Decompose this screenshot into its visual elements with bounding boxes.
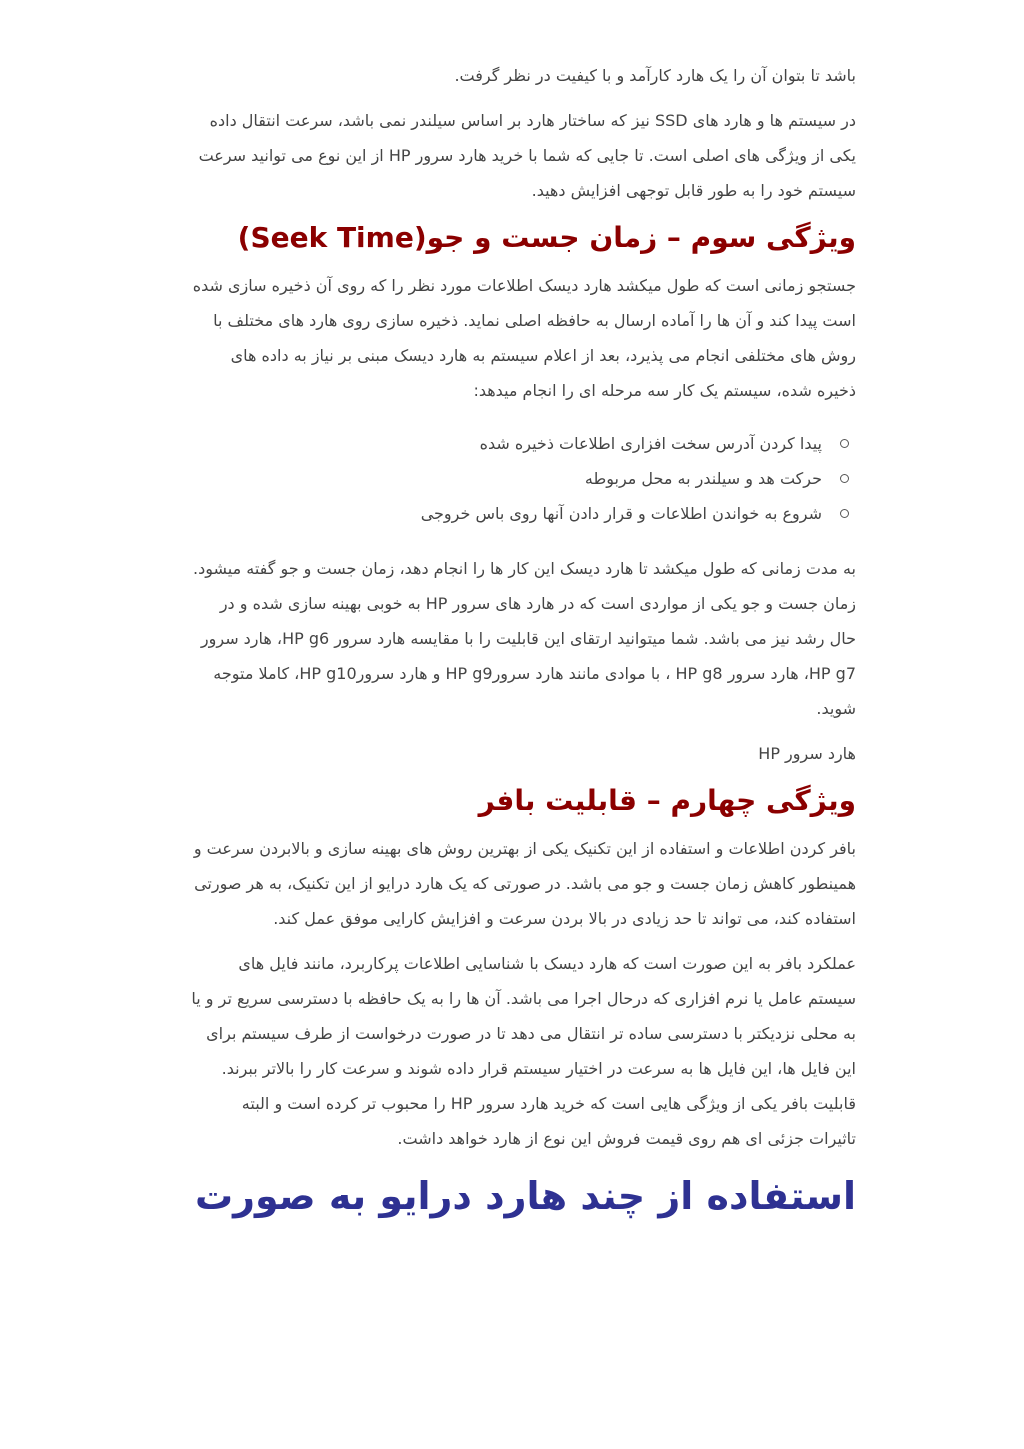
- circle-bullet-icon: [840, 474, 849, 483]
- list-item: [190, 426, 822, 461]
- list-item: [190, 461, 822, 496]
- heading-raid: استفاده از چند هارد درایو به صورت: [195, 1174, 856, 1218]
- intro-paragraph-2: در سیستم ها و هارد های SSD نیز که ساختار هارد بر اساس سیلندر نمی باشد، سرعت انتقال داده یکی از ویژگی های اصلی است. تا جایی که شما با خرید هارد سرور HP از این نوع می توانید سرعت سیستم خود را به طور قابل توجهی افزایش دهید.: [198, 111, 856, 200]
- buffer-paragraph-1: بافر کردن اطلاعات و استفاده از این تکنیک یکی از بهترین روش های بهینه سازی و بالابردن سرعت و همینطور کاهش زمان جست و جو می باشد. در صورتی که یک هارد درایو از این تکنیک، به هر صورتی استفاده کند، می تواند تا حد زیادی در بالا بردن سرعت و افزایش کارایی موفق عمل کند.: [193, 839, 856, 928]
- article-body: [190, 58, 856, 1232]
- list-item-text: پیدا کردن آدرس سخت افزاری اطلاعات ذخیره شده: [479, 434, 822, 453]
- seek-time-paragraph-1: جستجو زمانی است که طول میکشد هارد دیسک اطلاعات مورد نظر را که روی آن ذخیره سازی شده است پیدا کند و آن ها را آماده ارسال به حافظه اصلی نماید. ذخیره سازی روی هارد های مختلف با روش های مختلفی انجام می پذیرد، بعد از اعلام سیستم به هارد دیسک مبنی بر نیاز به داده های ذخیره شده، سیستم یک کار سه مرحله ای را انجام میدهد:: [192, 276, 856, 400]
- hp-server-hard-label: هارد سرور HP: [758, 744, 856, 763]
- heading-feature-seek-time: ویژگی سوم – زمان جست و جو(Seek Time): [237, 221, 856, 254]
- circle-bullet-icon: [840, 509, 849, 518]
- seek-time-paragraph-2: به مدت زمانی که طول میکشد تا هارد دیسک این کار ها را انجام دهد، زمان جست و جو گفته میشود. زمان جست و جو یکی از مواردی است که در هارد های سرور HP به خوبی بهینه سازی شده و در حال رشد نیز می باشد. شما میتوانید ارتقای این قابلیت را با مقایسه هارد سرور HP g6، هارد سرور HP g7، هارد سرور HP g8 ، با موادی مانند هارد سرورHP g9 و هارد سرورHP g10، کاملا متوجه شوید.: [193, 559, 856, 718]
- seek-steps-list: [190, 426, 856, 531]
- buffer-paragraph-2: عملکرد بافر به این صورت است که هارد دیسک با شناسایی اطلاعات پرکاربرد، مانند فایل های سیستم عامل یا نرم افزاری که درحال اجرا می باشد. آن ها را به یک حافظه با دسترسی سریع تر و یا به محلی نزدیکتر با دسترسی ساده تر انتقال می دهد تا در صورت درخواست از طرف سیستم برای این فایل ها، این فایل ها به سرعت در اختیار سیستم قرار داده شوند و سرعت کار را بالاتر ببرند. قابلیت بافر یکی از ویژگی هایی است که خرید هارد سرور HP را محبوب تر کرده است و البته تاثیرات جزئی ای هم روی قیمت فروش این نوع از هارد خواهد داشت.: [191, 954, 856, 1148]
- circle-bullet-icon: [840, 439, 849, 448]
- heading-feature-buffer: ویژگی چهارم – قابلیت بافر: [478, 784, 856, 817]
- intro-paragraph-1: باشد تا بتوان آن را یک هارد کارآمد و با کیفیت در نظر گرفت.: [454, 66, 856, 85]
- list-item-text: شروع به خواندن اطلاعات و قرار دادن آنها روی باس خروجی: [420, 504, 822, 523]
- list-item: [190, 496, 822, 531]
- list-item-text: حرکت هد و سیلندر به محل مربوطه: [584, 469, 822, 488]
